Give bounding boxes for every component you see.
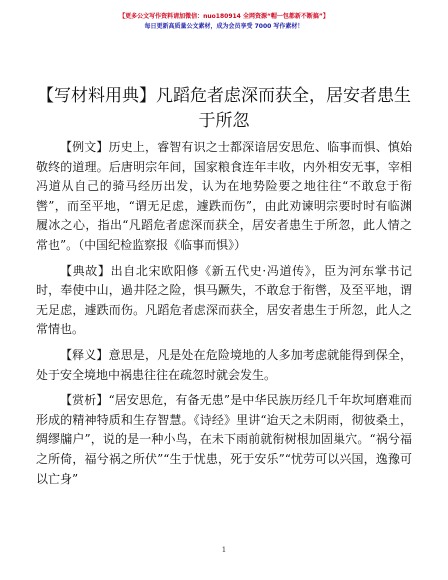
paragraph-example [36, 138, 412, 256]
paragraph-label: 【典故】 [60, 263, 111, 278]
paragraph-text: 历史上，睿智有识之士都深谙居安思危、临事而惧、慎始敬终的道理。后唐明宗年间，国家粮食连年丰收，内外相安无事，宰相冯道从自己的骑马经历出发，认为在地势险要之地往往“不敢怠于衔辔”，而至平地，“谓无足虑，遽跌而伤”，由此劝谏明宗要时时有临渊履冰之心，指出“凡蹈危者虑深而获全，居安者患生于所忽，此人情之常也”。（中国纪检监察报《临事而惧》） [36, 140, 412, 252]
header-banner [0, 12, 448, 32]
paragraph-text: 意思是，凡是处在危险境地的人多加考虑就能得到保全，处于安全境地中祸患往往在疏忽时就会发生。 [36, 347, 412, 382]
page-number: 1 [221, 546, 227, 554]
banner-line-1: 【更多公文写作资料请加微信：nuo180914 全网资源“帽一包都新不断搞”】 [119, 13, 329, 20]
document-title: 【写材料用典】凡蹈危者虑深而获全，居安者患生于所忽 [37, 86, 411, 131]
paragraph-text: 出自北宋欧阳修《新五代史·冯道传》，臣为河东掌书记时，奉使中山，過井陉之险，惧马蹶失，不敢怠于衔辔，及至平地，谓无足虑，遽跌而伤。凡蹈危者虑深而获全，居安者患生于所忽，此人之常情也。 [36, 263, 412, 337]
paragraph-appreciation [36, 391, 412, 489]
paragraph-text: “居安思危，有备无患”是中华民族历经几千年坎坷磨难而形成的精神特质和生存智慧。《诗经》里讲“迨天之未阴雨，彻彼桑土，绸缪牖户”，说的是一种小鸟，在未下雨前就衔树根加固巢穴。“祸兮福之所倚，福兮祸之所伏”“生于忧患，死于安乐”“忧劳可以兴国，逸豫可以亡身” [36, 393, 412, 486]
paragraph-source [36, 262, 412, 340]
paragraph-label: 【释义】 [60, 347, 109, 362]
paragraph-meaning [36, 346, 412, 385]
document-body [36, 138, 412, 495]
paragraph-label: 【例文】 [60, 140, 109, 154]
banner-line-2: 每日更新高质量公文素材，成为会员享受 7000 写作素材！ [144, 23, 304, 30]
paragraph-label: 【赏析】 [60, 393, 109, 408]
